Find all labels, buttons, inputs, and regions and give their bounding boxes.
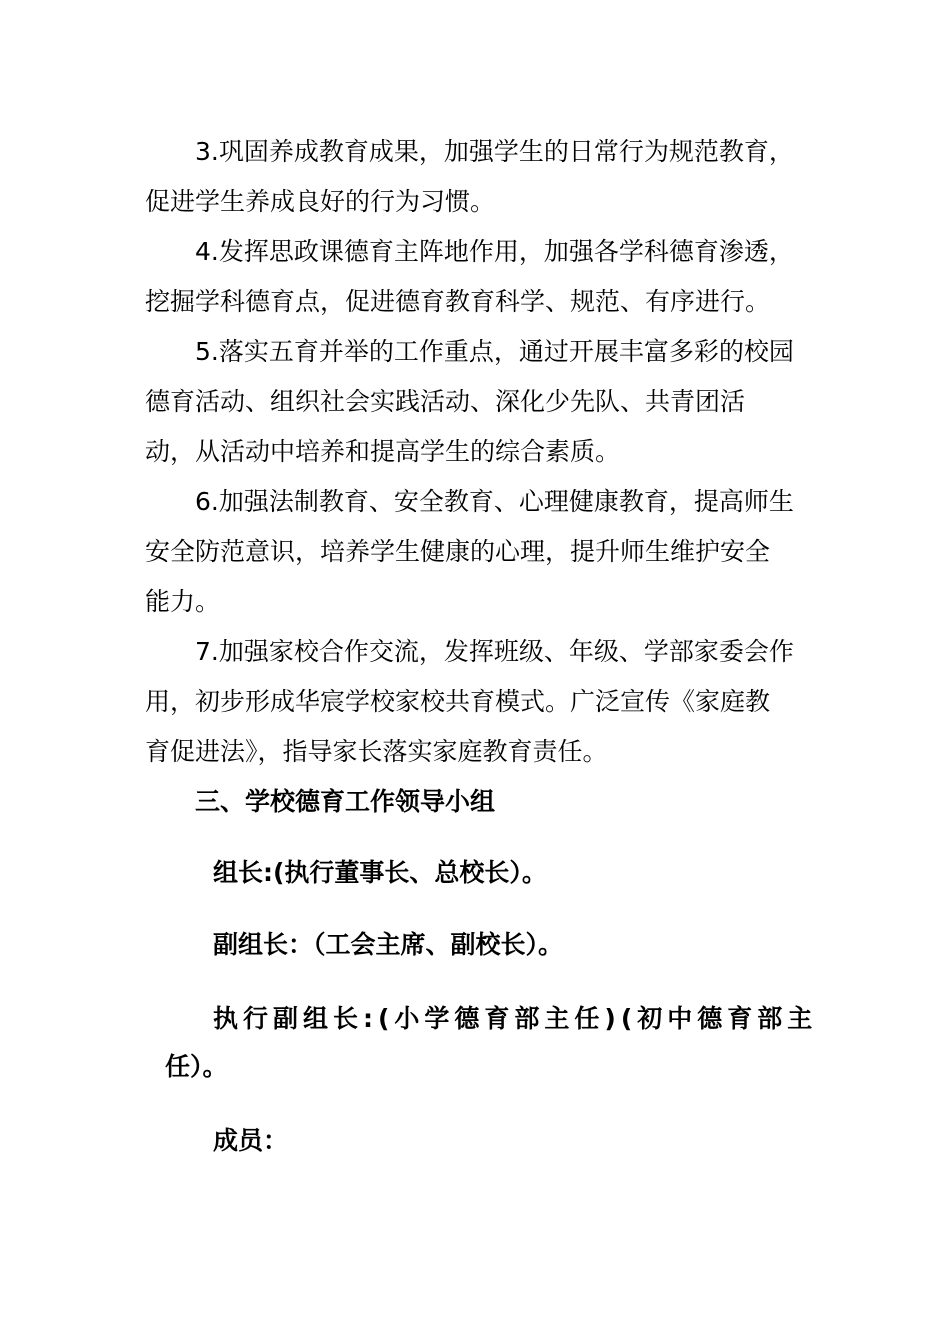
exec-deputy-line-1: 执行副组长:(小学德育部主任)(初中德育部主 xyxy=(213,1004,818,1033)
paragraph-5-line-2: 德育活动、组织社会实践活动、深化少先队、共青团活 xyxy=(145,387,746,416)
paragraph-4-line-1: 4.发挥思政课德育主阵地作用，加强各学科德育渗透， xyxy=(195,237,794,266)
exec-deputy-line-2: 任）。 xyxy=(165,1052,228,1081)
section-heading: 三、学校德育工作领导小组 xyxy=(195,787,496,816)
paragraph-3-line-2: 促进学生养成良好的行为习惯。 xyxy=(145,187,496,216)
members-line: 成员： xyxy=(213,1126,289,1155)
paragraph-5-line-1: 5.落实五育并举的工作重点，通过开展丰富多彩的校园 xyxy=(195,337,794,366)
paragraph-6-line-2: 安全防范意识，培养学生健康的心理，提升师生维护安全 xyxy=(145,537,771,566)
leader-line: 组长:(执行董事长、总校长）。 xyxy=(213,858,547,887)
paragraph-3-line-1: 3.巩固养成教育成果，加强学生的日常行为规范教育， xyxy=(195,137,794,166)
paragraph-7-line-3: 育促进法》，指导家长落实家庭教育责任。 xyxy=(145,737,608,766)
paragraph-6-line-1: 6.加强法制教育、安全教育、心理健康教育，提高师生 xyxy=(195,487,794,516)
deputy-leader-line: 副组长：（工会主席、副校长）。 xyxy=(213,930,564,959)
paragraph-7-line-2: 用，初步形成华宸学校家校共育模式。广泛宣传《家庭教 xyxy=(145,687,771,716)
paragraph-6-line-3: 能力。 xyxy=(145,587,221,616)
paragraph-4-line-2: 挖掘学科德育点，促进德育教育科学、规范、有序进行。 xyxy=(145,287,771,316)
paragraph-5-line-3: 动，从活动中培养和提高学生的综合素质。 xyxy=(145,437,621,466)
paragraph-7-line-1: 7.加强家校合作交流，发挥班级、年级、学部家委会作 xyxy=(195,637,794,666)
